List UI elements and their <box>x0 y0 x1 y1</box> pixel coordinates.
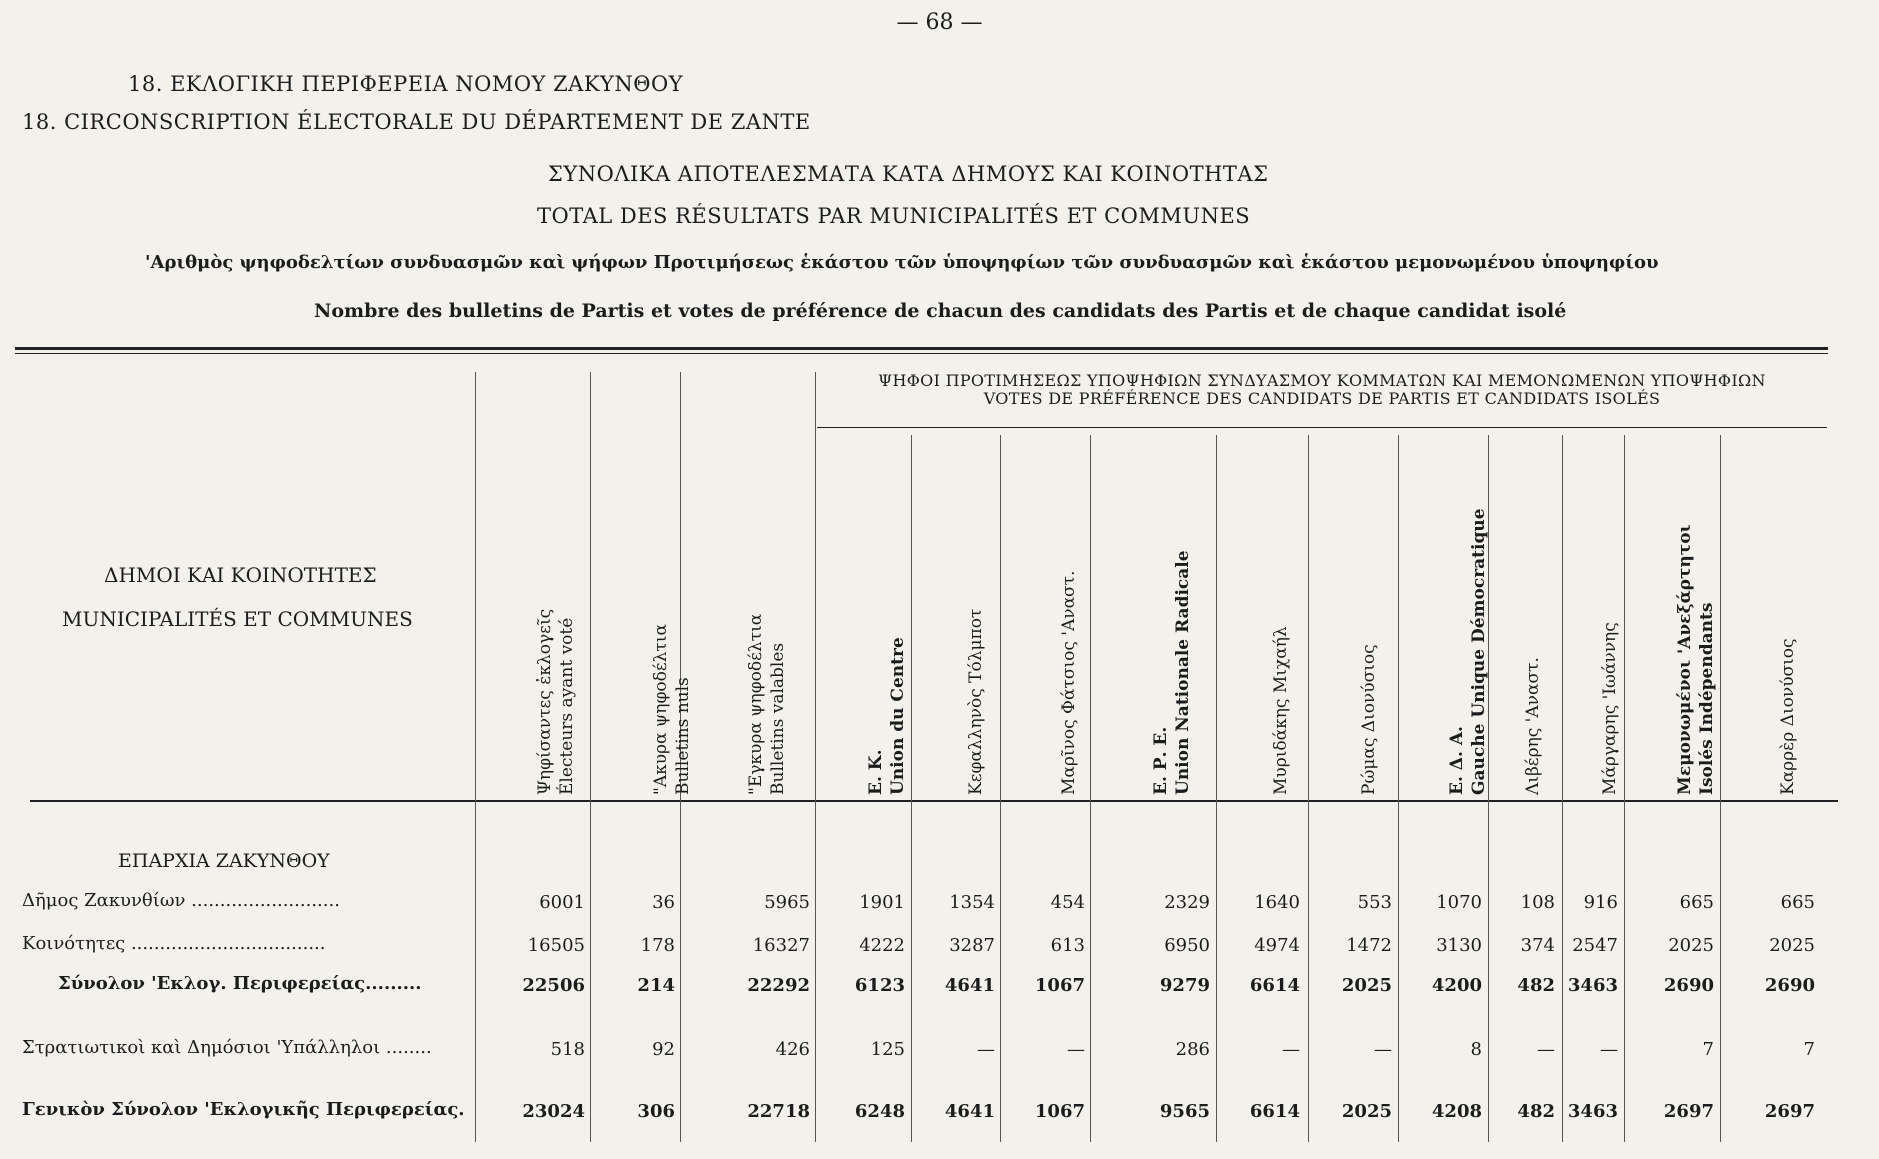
table-cell: 426 <box>775 1039 810 1060</box>
column-header-1 <box>534 609 578 795</box>
table-cell: 2025 <box>1341 975 1392 996</box>
table-cell: — <box>1600 1039 1618 1060</box>
table-cell: 92 <box>652 1039 675 1060</box>
header-french-title: 18. CIRCONSCRIPTION ÉLECTORALE DU DÉPARTEMENT DE ZANTE <box>22 110 811 134</box>
table-cell: 4641 <box>944 1101 995 1122</box>
table-cell: 1067 <box>1034 975 1085 996</box>
table-cell: 9565 <box>1159 1101 1210 1122</box>
column-header-line1: Ρώμας Διονύσιος <box>1359 644 1379 795</box>
table-cell: 214 <box>637 975 675 996</box>
page-number: — 68 — <box>896 10 983 35</box>
table-cell: 3130 <box>1436 935 1482 956</box>
table-top-rule-thin <box>15 353 1828 354</box>
table-cell: 613 <box>1050 935 1085 956</box>
column-header-3 <box>745 614 789 795</box>
row-label: Δῆμος Ζακυνθίων .......................... <box>22 890 340 911</box>
column-header-line1: Μεμονωμένοι 'Ανεξάρτητοι <box>1675 524 1695 795</box>
table-cell: 16327 <box>752 935 810 956</box>
column-header-line1: Μυριδάκης Μιχαήλ <box>1271 626 1291 795</box>
column-divider <box>815 372 816 1142</box>
table-cell: — <box>1282 1039 1300 1060</box>
table-cell: 1901 <box>859 892 905 913</box>
table-cell: 6248 <box>854 1101 905 1122</box>
table-cell: 23024 <box>522 1101 585 1122</box>
column-divider <box>1090 435 1091 1142</box>
table-cell: 36 <box>652 892 675 913</box>
column-divider <box>475 372 476 1142</box>
column-header-line1: Μαρῖνος Φάτσιος 'Αναστ. <box>1059 570 1079 795</box>
header-greek-description: 'Αριθμὸς ψηφοδελτίων συνδυασμῶν καὶ ψήφων Προτιμήσεως ἑκάστου τῶν ὑποψηφίων τῶν συνδυασμῶν καὶ ἑκάστου μεμονωμένου ὑποψηφίου <box>145 252 1659 273</box>
column-header-line2: Bulletins valables <box>768 642 788 795</box>
column-header-line1: Ε. Δ. Α. <box>1447 726 1467 795</box>
header-french-description: Nombre des bulletins de Partis et votes de préférence de chacun des candidats des Partis et de chaque candidat isolé <box>314 300 1567 322</box>
section-title: ΕΠΑΡΧΙΑ ΖΑΚΥΝΘΟΥ <box>118 850 330 872</box>
table-cell: 1354 <box>949 892 995 913</box>
table-cell: 3287 <box>949 935 995 956</box>
table-cell: 916 <box>1583 892 1618 913</box>
table-cell: 7 <box>1702 1039 1714 1060</box>
column-header-line1: Ψηφίσαντες ἐκλογεῖς <box>535 608 555 795</box>
column-header-line2: Union Nationale Radicale <box>1173 550 1193 795</box>
column-header-line1: Λιβέρης 'Αναστ. <box>1523 657 1543 795</box>
group-header <box>817 372 1827 408</box>
table-cell: 4222 <box>859 935 905 956</box>
table-cell: — <box>1374 1039 1392 1060</box>
column-divider <box>1720 435 1721 1142</box>
column-header-4 <box>865 637 909 795</box>
table-cell: 665 <box>1679 892 1714 913</box>
column-header-line2: Électeurs ayant voté <box>557 617 577 795</box>
table-cell: 2697 <box>1663 1101 1714 1122</box>
table-cell: — <box>977 1039 995 1060</box>
table-cell: 22506 <box>522 975 585 996</box>
table-cell: 665 <box>1780 892 1815 913</box>
stub-header-greek: ΔΗΜΟΙ ΚΑΙ ΚΟΙΝΟΤΗΤΕΣ <box>104 563 377 587</box>
header-greek-title: 18. ΕΚΛΟΓΙΚΗ ΠΕΡΙΦΕΡΕΙΑ ΝΟΜΟΥ ΖΑΚΥΝΘΟΥ <box>128 72 684 96</box>
table-cell: 1472 <box>1346 935 1392 956</box>
table-cell: 518 <box>550 1039 585 1060</box>
table-cell: 4200 <box>1431 975 1482 996</box>
column-header-14 <box>1777 638 1799 795</box>
table-cell: 22292 <box>747 975 810 996</box>
column-header-10 <box>1446 508 1490 795</box>
table-cell: 482 <box>1517 1101 1555 1122</box>
column-header-line2: Union du Centre <box>888 637 908 795</box>
table-cell: 374 <box>1520 935 1555 956</box>
table-cell: 6123 <box>854 975 905 996</box>
column-header-8 <box>1270 626 1292 795</box>
table-top-rule <box>15 347 1828 350</box>
table-cell: 4208 <box>1431 1101 1482 1122</box>
column-divider <box>1562 435 1563 1142</box>
column-header-line2: Isolés Indépendants <box>1697 602 1717 795</box>
column-header-7 <box>1150 550 1194 795</box>
table-cell: — <box>1537 1039 1555 1060</box>
column-divider <box>911 435 912 1142</box>
column-header-line1: "Εγκυρα ψηφοδέλτια <box>746 613 766 795</box>
table-cell: 2025 <box>1341 1101 1392 1122</box>
column-header-12 <box>1599 622 1621 795</box>
table-cell: 6001 <box>539 892 585 913</box>
column-header-2 <box>650 624 694 795</box>
header-french-subtitle: TOTAL DES RÉSULTATS PAR MUNICIPALITÉS ET COMMUNES <box>537 204 1251 228</box>
column-header-line1: Καρρὲρ Διονύσιος <box>1778 638 1798 795</box>
row-label: Στρατιωτικοὶ καὶ Δημόσιοι 'Υπάλληλοι ........ <box>22 1037 432 1058</box>
table-cell: 454 <box>1050 892 1085 913</box>
group-header-greek: ΨΗΦΟΙ ΠΡΟΤΙΜΗΣΕΩΣ ΥΠΟΨΗΦΙΩΝ ΣΥΝΔΥΑΣΜΟΥ ΚΟΜΜΑΤΩΝ ΚΑΙ ΜΕΜΟΝΩΜΕΝΩΝ ΥΠΟΨΗΦΙΩΝ <box>878 371 1766 390</box>
column-header-9 <box>1358 644 1380 795</box>
table-cell: — <box>1067 1039 1085 1060</box>
table-cell: 2697 <box>1764 1101 1815 1122</box>
table-cell: 108 <box>1520 892 1555 913</box>
table-cell: 16505 <box>527 935 585 956</box>
table-cell: 1067 <box>1034 1101 1085 1122</box>
table-cell: 4974 <box>1254 935 1300 956</box>
column-header-line1: Ε. Ρ. Ε. <box>1151 726 1171 795</box>
table-cell: 2329 <box>1164 892 1210 913</box>
table-cell: 2690 <box>1663 975 1714 996</box>
table-cell: 2690 <box>1764 975 1815 996</box>
table-cell: 553 <box>1357 892 1392 913</box>
table-cell: 1640 <box>1254 892 1300 913</box>
column-divider <box>1308 435 1309 1142</box>
table-cell: 7 <box>1803 1039 1815 1060</box>
header-greek-subtitle: ΣΥΝΟΛΙΚΑ ΑΠΟΤΕΛΕΣΜΑΤΑ ΚΑΤΑ ΔΗΜΟΥΣ ΚΑΙ ΚΟΙΝΟΤΗΤΑΣ <box>548 162 1269 186</box>
group-header-french: VOTES DE PRÉFÉRENCE DES CANDIDATS DE PARTIS ET CANDIDATS ISOLÉS <box>983 389 1661 408</box>
table-cell: 125 <box>870 1039 905 1060</box>
column-header-11 <box>1522 657 1544 795</box>
table-cell: 482 <box>1517 975 1555 996</box>
table-cell: 6614 <box>1249 1101 1300 1122</box>
table-cell: 306 <box>637 1101 675 1122</box>
column-header-13 <box>1674 524 1718 795</box>
table-cell: 178 <box>640 935 675 956</box>
column-header-line1: Μάργαρης 'Ιωάννης <box>1600 622 1620 795</box>
row-label: Γενικὸν Σύνολον 'Εκλογικῆς Περιφερείας. <box>22 1099 465 1120</box>
table-cell: 6614 <box>1249 975 1300 996</box>
table-cell: 9279 <box>1159 975 1210 996</box>
column-header-line1: Κεφαλληνὸς Τόλμπoτ <box>966 608 986 795</box>
table-cell: 6950 <box>1164 935 1210 956</box>
row-label: Σύνολον 'Εκλογ. Περιφερείας......... <box>58 973 422 994</box>
table-cell: 4641 <box>944 975 995 996</box>
table-cell: 2547 <box>1572 935 1618 956</box>
column-divider <box>1624 435 1625 1142</box>
group-header-rule <box>817 427 1827 428</box>
column-divider <box>1000 435 1001 1142</box>
table-cell: 2025 <box>1769 935 1815 956</box>
column-header-5 <box>965 609 987 795</box>
column-header-line1: "Ακυρα ψηφοδέλτια <box>651 624 671 795</box>
table-cell: 8 <box>1470 1039 1482 1060</box>
column-header-line1: Ε. Κ. <box>866 749 886 795</box>
column-divider <box>1398 435 1399 1142</box>
column-divider <box>1216 435 1217 1142</box>
table-cell: 1070 <box>1436 892 1482 913</box>
stub-header-french: MUNICIPALITÉS ET COMMUNES <box>62 607 413 631</box>
column-header-line2: Bulletins nuls <box>673 677 693 795</box>
column-header-6 <box>1058 571 1080 795</box>
table-cell: 3463 <box>1567 1101 1618 1122</box>
row-label: Κοινότητες .................................. <box>22 933 326 954</box>
column-header-line2: Gauche Unique Démocratique <box>1469 508 1489 795</box>
table-header-rule <box>30 800 1838 802</box>
column-divider <box>590 372 591 1142</box>
table-cell: 3463 <box>1567 975 1618 996</box>
table-cell: 22718 <box>747 1101 810 1122</box>
table-cell: 2025 <box>1668 935 1714 956</box>
table-cell: 286 <box>1175 1039 1210 1060</box>
table-cell: 5965 <box>764 892 810 913</box>
